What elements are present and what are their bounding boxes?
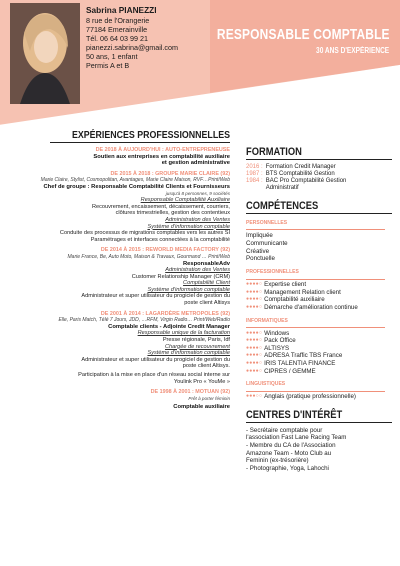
interest-line: - Secrétaire comptable pour	[246, 426, 323, 434]
job-3-task-1-line-1: Customer Relationship Manager (CRM)	[131, 273, 230, 280]
divider	[246, 391, 385, 392]
rating-dots-icon: ●●●●○	[246, 359, 263, 366]
formation-label: BAC Pro Comptabilité Gestion	[265, 178, 347, 184]
rating-dots-icon: ●●●●○	[246, 337, 263, 344]
job-5-note: Prêt à porter féminin	[188, 395, 230, 401]
job-2-task-3-title: Système d'information comptable	[147, 223, 230, 230]
job-3-task-2-title: Comptabilité Client	[183, 280, 230, 287]
job-4-task-3-line-2: poste client Altisys.	[182, 363, 230, 370]
address-line-2: 77184 Emerainville	[86, 25, 148, 34]
job-2-task-1-line-1: Recouvrement, encaissement, décaissement, courriers,	[91, 203, 230, 210]
language-skills-title: LINGUISTIQUES	[246, 381, 286, 388]
job-2-task-1-line-2: clôtures trimestrielles, gestion des contentieux	[115, 210, 230, 217]
it-skill-label: IRIS TALENTIA FINANCE	[264, 359, 336, 367]
rating-dots-icon: ●●●●○	[246, 367, 263, 374]
job-3-task-1-title: Administration des Ventes	[165, 267, 230, 274]
job-3-brands: Marie France, Be, Auto Moto, Maison & Travaux, Gourmand … Print/Web	[67, 253, 230, 260]
interest-line: - Photographie, Yoga, Lahochi	[246, 464, 329, 472]
job-1-desc-1: Soutien aux entreprises en comptabilité auxiliaire	[93, 153, 230, 160]
personal-skills-title: PERSONNELLES	[246, 220, 288, 226]
job-4-extra-line-1: Participation à la mise en place d'un réseau social interne sur	[78, 372, 230, 378]
pro-skill	[246, 304, 392, 312]
pro-skill	[246, 296, 392, 304]
job-2-task-3-line-1: Conduite des processus de migrations comptables vers les autres SI	[59, 230, 230, 237]
job-4-task-1-line-1: Presse régionale, Paris, Idf	[162, 337, 230, 344]
phone: Tél. 06 64 03 99 21	[86, 34, 148, 43]
it-skill-label: Pack Office	[264, 337, 296, 345]
it-skill	[246, 330, 392, 338]
job-3-task-3-line-2: poste client Altisys	[184, 300, 230, 307]
formation-item-continued	[246, 185, 392, 192]
pro-skill	[246, 289, 392, 297]
divider	[246, 422, 392, 423]
rating-dots-icon: ●●●●○	[246, 303, 263, 310]
formation-label: Formation Credit Manager	[265, 164, 336, 170]
job-2-period: DE 2015 À 2018 : GROUPE MARIE CLAIRE (92)	[110, 170, 230, 177]
divider	[246, 159, 392, 160]
job-4-extra-line-2: Youlink Pro « YouMe »	[173, 378, 230, 385]
divider	[246, 279, 385, 280]
personal-skill: Impliquée	[246, 232, 273, 239]
contact-block	[86, 6, 206, 70]
it-skill	[246, 352, 392, 360]
job-2-task-1-title: Responsable Comptabilité Auxiliaire	[140, 197, 230, 204]
divider	[246, 213, 392, 214]
pro-skill-label: Démarche d'amélioration continue	[264, 303, 358, 311]
divider	[246, 327, 385, 328]
pro-skill-label: Comptabilité auxiliaire	[264, 296, 325, 304]
formation-year: 1984 :	[246, 178, 263, 184]
candidate-name: Sabrina PIANEZZI	[86, 5, 157, 15]
age-family: 50 ans, 1 enfant	[86, 52, 138, 61]
interest-line: Feminin (ex-trésorière)	[246, 457, 309, 465]
email[interactable]: pianezzi.sabrina@gmail.com	[86, 43, 178, 52]
interest-line: - Membre du CA de l'Association	[246, 441, 336, 449]
experience-title: EXPÉRIENCES PROFESSIONNELLES	[71, 130, 231, 141]
rating-dots-icon: ●●●●○	[246, 296, 263, 303]
it-skill-label: CIPRES / GEMME	[264, 367, 316, 375]
job-2-task-3-line-2: Paramétrages et interfaces connectées à la comptabilité	[90, 236, 230, 243]
rating-dots-icon: ●●●●○	[246, 344, 263, 351]
it-skill	[246, 360, 392, 368]
divider	[246, 229, 385, 230]
interests-title: CENTRES D'INTÉRÊT	[246, 408, 343, 421]
rating-dots-icon: ●●●●○	[246, 352, 263, 359]
sidebar-section	[246, 146, 392, 472]
personal-skill: Ponctuelle	[246, 255, 275, 263]
driving-permit: Permis A et B	[86, 61, 130, 70]
job-1-period: DE 2018 À AUJOURD'HUI : AUTO-ENTREPRENEUSE	[95, 147, 230, 153]
job-subtitle: 30 ANS D'EXPÉRIENCE	[315, 46, 389, 55]
language-skill	[246, 393, 392, 401]
divider	[50, 142, 230, 143]
rating-dots-icon: ●●●●○	[246, 281, 263, 288]
experience-section	[20, 130, 230, 411]
it-skill-label: Windows	[264, 329, 290, 337]
competences-title: COMPÉTENCES	[246, 200, 319, 212]
job-3-role: ResponsableAdv	[182, 260, 230, 267]
formation-item	[246, 178, 392, 185]
personal-skill: Créative	[246, 247, 270, 255]
language-skill-label: Anglais (pratique professionnelle)	[264, 393, 356, 401]
formation-year: 1987 :	[246, 171, 263, 177]
interest-line: l'association Fast Lane Racing Team	[246, 434, 347, 442]
address-line-1: 8 rue de l'Orangerie	[86, 16, 150, 25]
formation-title: FORMATION	[246, 146, 302, 158]
job-3-task-3-line-1: Administrateur et super utilisateur du progiciel de gestion du	[81, 293, 230, 300]
rating-dots-icon: ●●●●○	[246, 329, 263, 336]
it-skill-label: ALTISYS	[264, 344, 290, 352]
job-3-task-3-title: Système d'information comptable	[147, 286, 230, 293]
it-skills-title: INFORMATIQUES	[246, 317, 288, 324]
it-skill-label: ADRESA Traffic TBS France	[264, 352, 343, 360]
personal-skill: Communicante	[246, 239, 288, 247]
job-4-period: DE 2001 À 2014 : LAGARDÈRE METROPOLES (92)	[100, 310, 230, 317]
job-3-period: DE 2014 À 2015 : REWORLD MEDIA FACTORY (92)	[100, 247, 230, 254]
rating-dots-icon: ●●●●○	[246, 288, 263, 295]
formation-year: 2016 :	[246, 164, 263, 170]
job-4-task-1-title: Responsable unique de la facturation	[137, 330, 230, 337]
job-5-role: Comptable auxiliaire	[173, 404, 230, 411]
job-2-brands: Marie Claire, Stylist, Cosmopolitan, Avantages, Marie Claire Maison, RVF…Print/Web	[40, 177, 230, 184]
it-skill	[246, 337, 392, 345]
pro-skill	[246, 281, 392, 289]
formation-item	[246, 171, 392, 178]
rating-dots-icon: ●●●○○	[246, 393, 263, 400]
job-4-brands: Elle, Paris Match, Télé 7 Jours, JDD, …RFM, Virgin Radio… Print/Web/Radio	[58, 317, 230, 324]
job-4-task-2-title: Chargée de recouvrement	[165, 343, 230, 350]
formation-item	[246, 164, 392, 171]
formation-label: BTS Comptabilité Gestion	[265, 171, 335, 177]
job-1-desc-2: et gestion administrative	[161, 160, 230, 167]
job-2-task-2-title: Administration des Ventes	[165, 216, 230, 223]
pro-skill-label: Expertise client	[264, 281, 307, 289]
job-4-role: Comptable clients - Adjointe Credit Manager	[108, 323, 230, 330]
it-skill	[246, 368, 392, 376]
job-title: RESPONSABLE COMPTABLE	[217, 27, 390, 43]
formation-label-cont: Administratif	[265, 185, 299, 191]
job-2-role-note: jusqu'à 8 personnes, 9 sociétés	[165, 190, 230, 196]
pro-skills-title: PROFESSIONNELLES	[246, 269, 299, 276]
pro-skill-label: Management Relation client	[264, 288, 341, 296]
it-skill	[246, 345, 392, 353]
job-5-period: DE 1998 À 2001 : MOTUAN (92)	[150, 389, 230, 396]
profile-photo	[10, 3, 80, 104]
job-2-role: Chef de groupe : Responsable Comptabilité Clients et Fournisseurs	[43, 183, 230, 190]
interest-line: Amazone Team - Moto Club au	[246, 449, 332, 457]
job-4-task-3-line-1: Administrateur et super utilisateur du progiciel de gestion du	[81, 356, 230, 363]
job-4-task-3-title: Système d'information comptable	[147, 350, 230, 357]
